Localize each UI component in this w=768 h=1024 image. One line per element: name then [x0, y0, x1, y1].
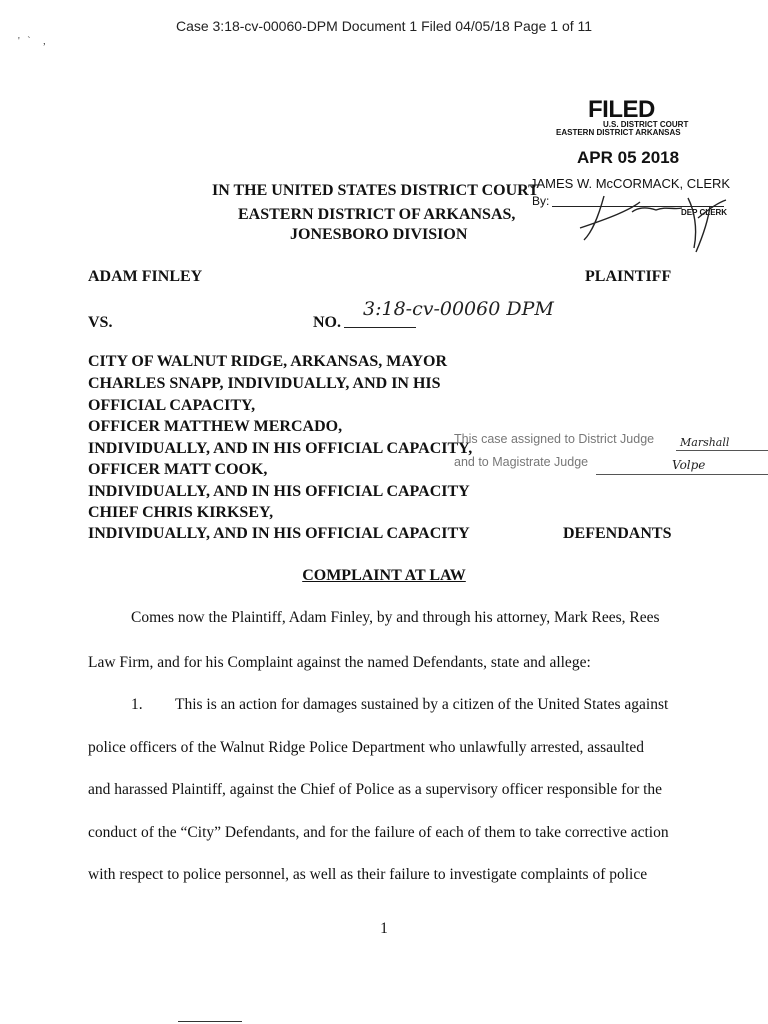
paragraph-line: This is an action for damages sustained by a citizen of the United States against	[175, 696, 669, 713]
page-number: 1	[380, 920, 388, 937]
assignment-line-2: and to Magistrate Judge	[454, 455, 589, 469]
magistrate-judge-name: Volpe	[672, 458, 706, 472]
plaintiff-name: ADAM FINLEY	[88, 268, 203, 285]
stamp-by: By:	[532, 194, 550, 208]
case-number-label: NO.	[313, 314, 341, 331]
assignment-line-1: This case assigned to District Judge	[454, 432, 655, 446]
court-line-1: IN THE UNITED STATES DISTRICT COURT	[212, 182, 539, 199]
judge1-line	[676, 450, 768, 451]
intro-line: Law Firm, and for his Complaint against the named Defendants, state and allege:	[88, 654, 591, 671]
defendant-line: INDIVIDUALLY, AND IN HIS OFFICIAL CAPACITY,	[88, 440, 473, 457]
defendant-line: OFFICER MATTHEW MERCADO,	[88, 418, 343, 435]
paragraph-line: with respect to police personnel, as well as their failure to investigate complaints of police	[88, 866, 648, 883]
defendant-line: INDIVIDUALLY, AND IN HIS OFFICIAL CAPACITY	[88, 483, 470, 500]
stamp-filed: FILED	[588, 96, 655, 123]
intro-line: Comes now the Plaintiff, Adam Finley, by and through his attorney, Mark Rees, Rees	[131, 609, 660, 626]
defendant-line: CITY OF WALNUT RIDGE, ARKANSAS, MAYOR	[88, 353, 448, 370]
district-judge-name: Marshall	[680, 436, 730, 449]
clerk-signature	[570, 188, 730, 258]
case-number-handwritten: 3:18-cv-00060 DPM	[363, 298, 554, 320]
vs-label: VS.	[88, 314, 113, 331]
footer-rule	[178, 1021, 242, 1022]
court-line-2: EASTERN DISTRICT OF ARKANSAS,	[238, 206, 516, 223]
court-line-3: JONESBORO DIVISION	[290, 226, 468, 243]
scan-mark: ' ` ,	[18, 36, 46, 47]
stamp-clerk: JAMES W. McCORMACK, CLERK	[530, 176, 731, 191]
paragraph-line: police officers of the Walnut Ridge Police Department who unlawfully arrested, assaulted	[88, 739, 645, 756]
judge2-line	[596, 474, 768, 475]
paragraph-number: 1.	[131, 696, 143, 713]
defendant-line: INDIVIDUALLY, AND IN HIS OFFICIAL CAPACITY	[88, 525, 470, 542]
paragraph-line: and harassed Plaintiff, against the Chief of Police as a supervisory officer responsible for the	[88, 781, 663, 798]
stamp-district: EASTERN DISTRICT ARKANSAS	[556, 128, 681, 137]
case-header: Case 3:18-cv-00060-DPM Document 1 Filed 04/05/18 Page 1 of 11	[175, 18, 593, 34]
paragraph-line: conduct of the “City” Defendants, and for the failure of each of them to take corrective action	[88, 824, 669, 841]
defendant-line: OFFICIAL CAPACITY,	[88, 397, 256, 414]
stamp-court: U.S. DISTRICT COURT	[603, 120, 689, 129]
defendants-label: DEFENDANTS	[563, 525, 672, 542]
stamp-dep-clerk: DEP CLERK	[681, 208, 728, 217]
defendant-line: CHARLES SNAPP, INDIVIDUALLY, AND IN HIS	[88, 375, 441, 392]
plaintiff-label: PLAINTIFF	[585, 268, 672, 285]
stamp-date: APR 05 2018	[577, 148, 680, 167]
defendant-line: CHIEF CHRIS KIRKSEY,	[88, 504, 274, 521]
case-number-line	[344, 327, 416, 328]
defendant-line: OFFICER MATT COOK,	[88, 461, 268, 478]
complaint-title: COMPLAINT AT LAW	[302, 567, 466, 584]
